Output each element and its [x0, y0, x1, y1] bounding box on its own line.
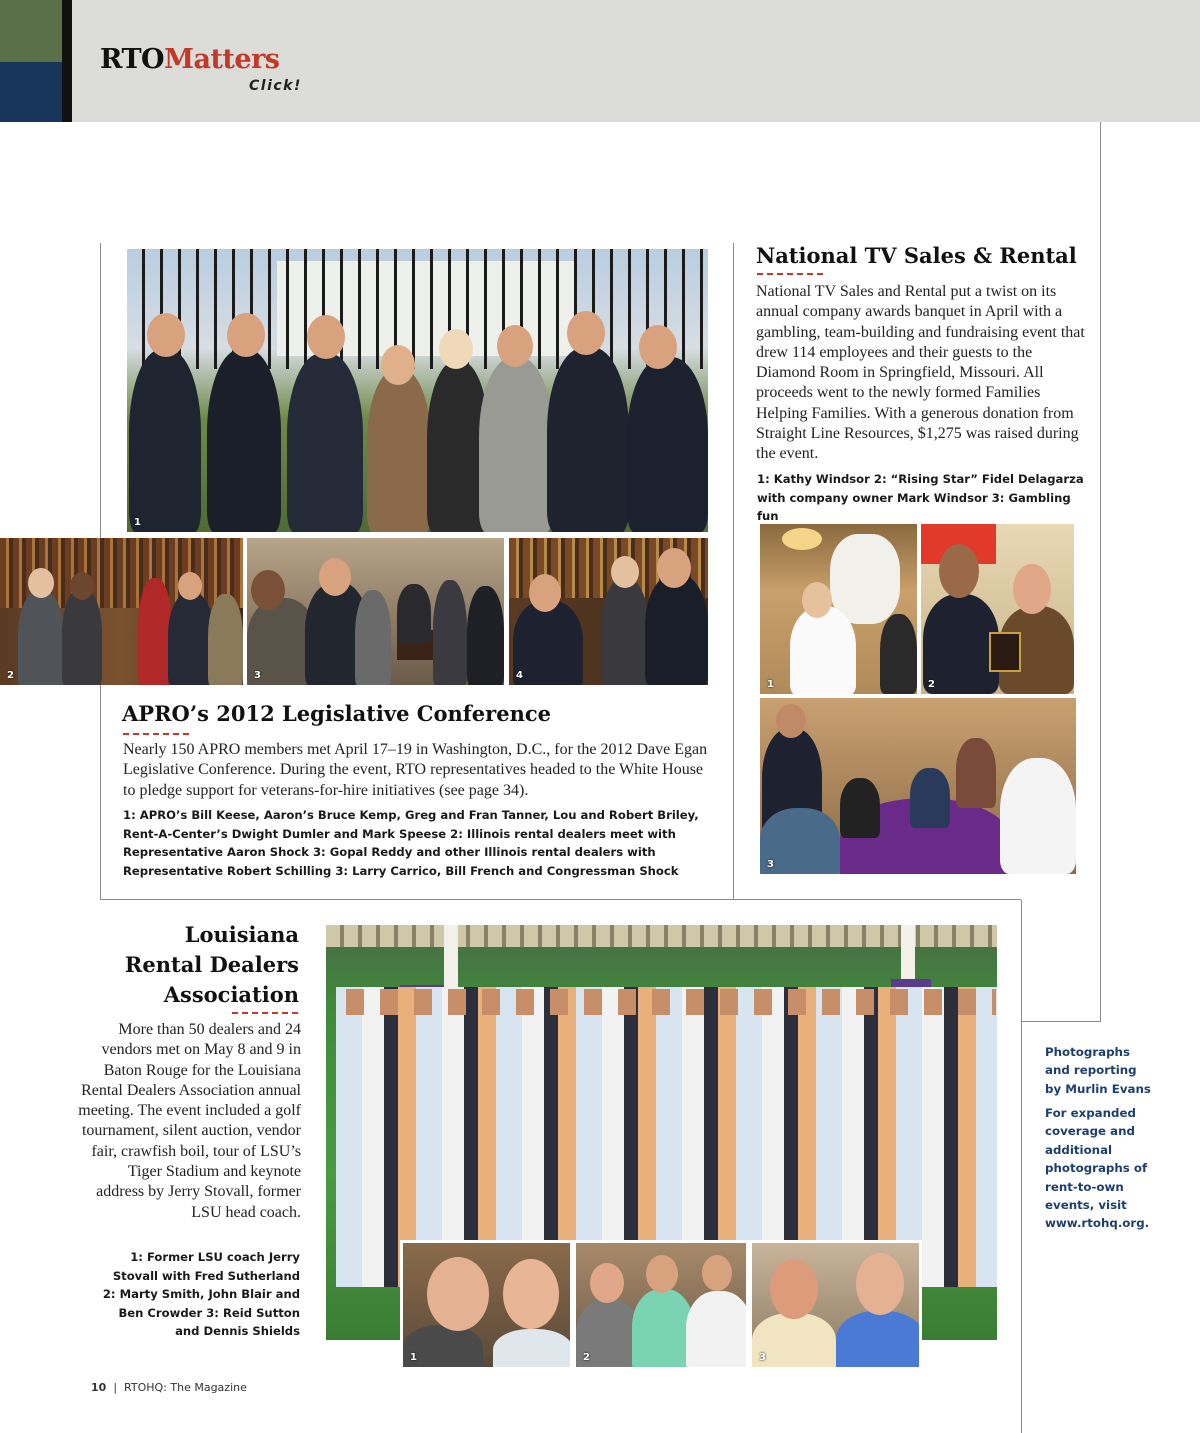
- ntv-caption: 1: Kathy Windsor 2: “Rising Star” Fidel Delagarza with company owner Mark Windsor 3: Gambling fun: [757, 472, 1084, 524]
- photo-number: 2: [928, 679, 935, 690]
- person-head: [381, 345, 415, 385]
- photo-number: 2: [583, 1352, 590, 1363]
- photo-number: 4: [516, 670, 523, 681]
- person-figure: [513, 600, 583, 685]
- person-head: [639, 325, 677, 369]
- masthead-rto: RTO: [100, 44, 165, 75]
- header-divider-bar: [62, 0, 72, 122]
- person-head: [497, 325, 533, 367]
- person-figure: [547, 347, 629, 532]
- lrda-title-line: Louisiana: [184, 922, 299, 947]
- person-head: [251, 570, 285, 610]
- person-head: [702, 1255, 732, 1291]
- person-head: [70, 572, 94, 600]
- person-head: [939, 544, 979, 598]
- apro-body: Nearly 150 APRO members met April 17–19 in Washington, D.C., for the 2012 Dave Egan Legislative Conference. During the event, RTO representatives headed to the White House to pledge support for veterans-for-hire initiatives (see page 34).: [123, 741, 708, 799]
- publication-name: RTOHQ: The Magazine: [124, 1381, 247, 1394]
- person-head: [802, 582, 832, 618]
- person-figure: [433, 580, 467, 685]
- photo-number: 1: [767, 679, 774, 690]
- photo-lrda-stovall-sutherland: [400, 1240, 573, 1370]
- header-color-block-green: [0, 0, 62, 62]
- person-figure: [208, 594, 243, 685]
- photo-apro-carrico-shock: [509, 538, 708, 685]
- lrda-title: [120, 920, 299, 1010]
- photo-apro-illinois-dealers: [0, 538, 243, 685]
- person-head: [439, 329, 473, 369]
- person-head: [319, 558, 351, 596]
- person-figure: [840, 778, 880, 838]
- person-figure: [790, 606, 856, 694]
- person-head: [646, 1255, 678, 1293]
- person-figure: [62, 588, 102, 685]
- person-figure: [493, 1329, 573, 1370]
- person-figure: [632, 1289, 694, 1370]
- photo-number: 3: [759, 1352, 766, 1363]
- person-figure: [129, 349, 201, 532]
- page-number: 10: [91, 1381, 107, 1394]
- apro-title: APRO’s 2012 Legislative Conference: [122, 701, 552, 726]
- apro-caption: 1: APRO’s Bill Keese, Aaron’s Bruce Kemp, Greg and Fran Tanner, Lou and Robert Briley, Rent-A-Center’s Dwight Dumler and Mark Speese 2: Illinois rental dealers meet with Representative Aaron Shock 3: Gopal Reddy and other Illinois rental dealers with Representative Robert Schilling 3: Larry Carrico, Bill French and Congressman Shock: [123, 808, 699, 878]
- rule-right-outer: [1100, 122, 1101, 1022]
- person-figure: [403, 1325, 483, 1370]
- photo-credit: Photographs and reporting by Murlin Evans: [1045, 1045, 1151, 1096]
- ntv-body: National TV Sales and Rental put a twist on its annual company awards banquet in April with a gambling, team-building and fundraising event that drew 114 employees and their guests to the Diamond Room in Springfield, Missouri. All proceeds went to the newly formed Families Helping Families. With a generous donation from Straight Line Resources, $1,275 was raised during the event.: [756, 283, 1085, 463]
- person-figure: [287, 353, 363, 532]
- header-color-block-blue: [0, 62, 62, 122]
- person-figure: [645, 574, 708, 685]
- person-head: [657, 548, 691, 588]
- masthead: [100, 44, 280, 75]
- iron-fence: [127, 249, 708, 369]
- person-figure: [1000, 758, 1076, 874]
- person-figure: [18, 590, 64, 685]
- photo-ntv-rising-star: [921, 524, 1074, 694]
- lrda-caption: 1: Former LSU coach Jerry Stovall with Fred Sutherland 2: Marty Smith, John Blair and Ben Crowder 3: Reid Sutton and Dennis Shields: [102, 1250, 300, 1339]
- rule-bottom-apro: [100, 899, 1021, 900]
- ntv-title: National TV Sales & Rental: [756, 243, 1077, 268]
- person-figure: [836, 1311, 922, 1370]
- person-head: [611, 556, 639, 588]
- person-figure: [880, 614, 917, 694]
- photo-ntv-kathy-windsor: [760, 524, 917, 694]
- person-figure: [207, 349, 281, 532]
- photo-apro-reddy-schilling: [247, 538, 504, 685]
- lrda-body: More than 50 dealers and 24 vendors met on May 8 and 9 in Baton Rouge for the Louisiana Rental Dealers Association annual meeting. The event included a golf tournament, silent auction, vendor fair, crawfish boil, tour of LSU’s Tiger Stadium and keynote address by Jerry Stovall, former LSU head coach.: [78, 1021, 301, 1221]
- person-head: [503, 1259, 559, 1329]
- person-head: [856, 1253, 904, 1315]
- lrda-title-line: Rental Dealers: [124, 952, 299, 977]
- masthead-matters: Matters: [164, 44, 280, 75]
- person-figure: [686, 1291, 749, 1370]
- person-head: [770, 1259, 818, 1319]
- stadium-stands: [326, 925, 997, 947]
- person-head: [427, 1257, 489, 1331]
- person-figure: [601, 578, 649, 685]
- photo-number: 3: [767, 859, 774, 870]
- person-figure: [479, 357, 553, 532]
- person-head: [227, 313, 265, 357]
- footer-separator: |: [113, 1381, 118, 1394]
- person-head: [28, 568, 54, 598]
- person-figure: [397, 584, 431, 644]
- photo-number: 2: [7, 670, 14, 681]
- page-footer: [91, 1381, 247, 1394]
- photo-lrda-sutton-shields: [749, 1240, 922, 1370]
- person-figure: [355, 590, 391, 685]
- rule-right-lower: [1021, 900, 1022, 1433]
- section-label: Click!: [249, 78, 302, 94]
- person-head: [1013, 564, 1051, 614]
- expanded-coverage-note: For expanded coverage and additional photographs of rent-to-own events, visit www.rtohq.org.: [1045, 1106, 1150, 1231]
- crowd-faces: [346, 989, 996, 1015]
- title-dash-rule: [123, 733, 189, 735]
- title-dash-rule: [757, 273, 823, 275]
- photo-lrda-smith-blair-crowder: [573, 1240, 749, 1370]
- photo-number: 1: [134, 517, 141, 528]
- photo-number: 3: [254, 670, 261, 681]
- person-figure: [138, 578, 172, 685]
- person-figure: [627, 357, 708, 532]
- rule-column-divider: [733, 243, 734, 900]
- rule-sidebar-joint: [1022, 1021, 1100, 1022]
- person-figure: [467, 586, 504, 685]
- photo-ntv-gambling: [760, 698, 1076, 874]
- award-plaque: [989, 632, 1021, 672]
- person-head: [147, 313, 185, 357]
- person-head: [178, 572, 202, 600]
- chandelier: [782, 528, 822, 550]
- person-head: [567, 311, 605, 355]
- person-figure: [956, 738, 996, 808]
- person-figure: [910, 768, 950, 828]
- lrda-title-line: Association: [163, 982, 299, 1007]
- photo-number: 1: [410, 1352, 417, 1363]
- person-head: [529, 574, 561, 612]
- photo-apro-whitehouse-group: [127, 249, 708, 532]
- person-head: [590, 1263, 624, 1303]
- title-dash-rule: [232, 1012, 298, 1014]
- person-figure: [367, 369, 431, 532]
- person-head: [776, 704, 806, 738]
- person-head: [307, 315, 345, 359]
